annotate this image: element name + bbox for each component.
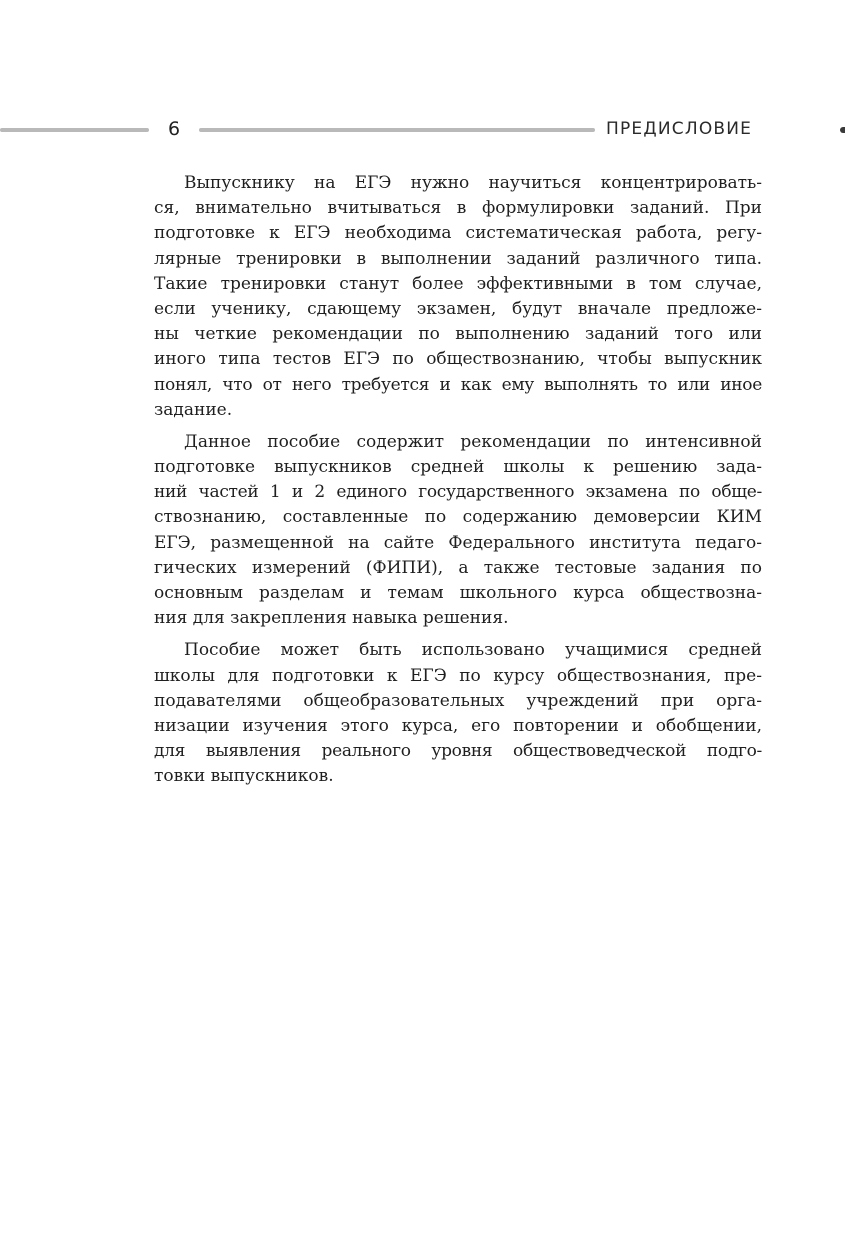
text-line: ЕГЭ, размещенной на сайте Федерального института педаго- xyxy=(154,532,762,553)
text-line: товки выпускников. xyxy=(154,766,334,787)
text-line: подготовке к ЕГЭ необходима систематическая работа, регу- xyxy=(154,223,762,244)
text-line: школы для подготовки к ЕГЭ по курсу обществознания, пре- xyxy=(154,665,762,686)
text-line: подавателями общеобразовательных учреждений при орга- xyxy=(154,690,762,711)
text-line: Такие тренировки станут более эффективными в том случае, xyxy=(154,273,762,294)
text-line: понял, что от него требуется и как ему выполнять то или иное xyxy=(154,374,762,395)
text-line: для выявления реального уровня обществоведческой подго- xyxy=(154,741,762,762)
header-rule-left xyxy=(0,128,149,132)
text-line: Данное пособие содержит рекомендации по интенсивной xyxy=(184,431,762,452)
text-line: если ученику, сдающему экзамен, будут вначале предложе- xyxy=(154,298,762,319)
section-title: ПРЕДИСЛОВИЕ xyxy=(606,119,753,139)
body-text xyxy=(154,171,762,797)
paragraph-2 xyxy=(154,430,762,632)
text-line: иного типа тестов ЕГЭ по обществознанию, чтобы выпускник xyxy=(154,349,762,370)
text-line: ний частей 1 и 2 единого государственного экзамена по обще- xyxy=(154,482,762,503)
text-line: подготовке выпускников средней школы к решению зада- xyxy=(154,457,762,478)
text-line: задание. xyxy=(154,399,233,420)
running-head xyxy=(0,112,845,146)
text-line: основным разделам и темам школьного курса обществозна- xyxy=(154,583,762,603)
text-line: низации изучения этого курса, его повторении и обобщении, xyxy=(154,715,762,736)
text-line: ния для закрепления навыка решения. xyxy=(154,608,509,629)
page-number: 6 xyxy=(167,118,181,140)
header-rule-end xyxy=(840,127,845,133)
text-line: лярные тренировки в выполнении заданий различного типа. xyxy=(154,248,762,269)
paragraph-3 xyxy=(154,638,762,789)
text-line: ся, внимательно вчитываться в формулировки заданий. При xyxy=(154,198,762,219)
text-line: ствознанию, составленные по содержанию демоверсии КИМ xyxy=(154,507,762,528)
text-line: ны четкие рекомендации по выполнению заданий того или xyxy=(154,324,762,345)
header-rule-right xyxy=(199,128,595,132)
paragraph-1 xyxy=(154,171,762,423)
text-line: Выпускнику на ЕГЭ нужно научиться концентрировать- xyxy=(184,173,762,193)
text-line: гических измерений (ФИПИ), а также тестовые задания по xyxy=(154,557,762,578)
text-line: Пособие может быть использовано учащимися средней xyxy=(184,640,762,661)
